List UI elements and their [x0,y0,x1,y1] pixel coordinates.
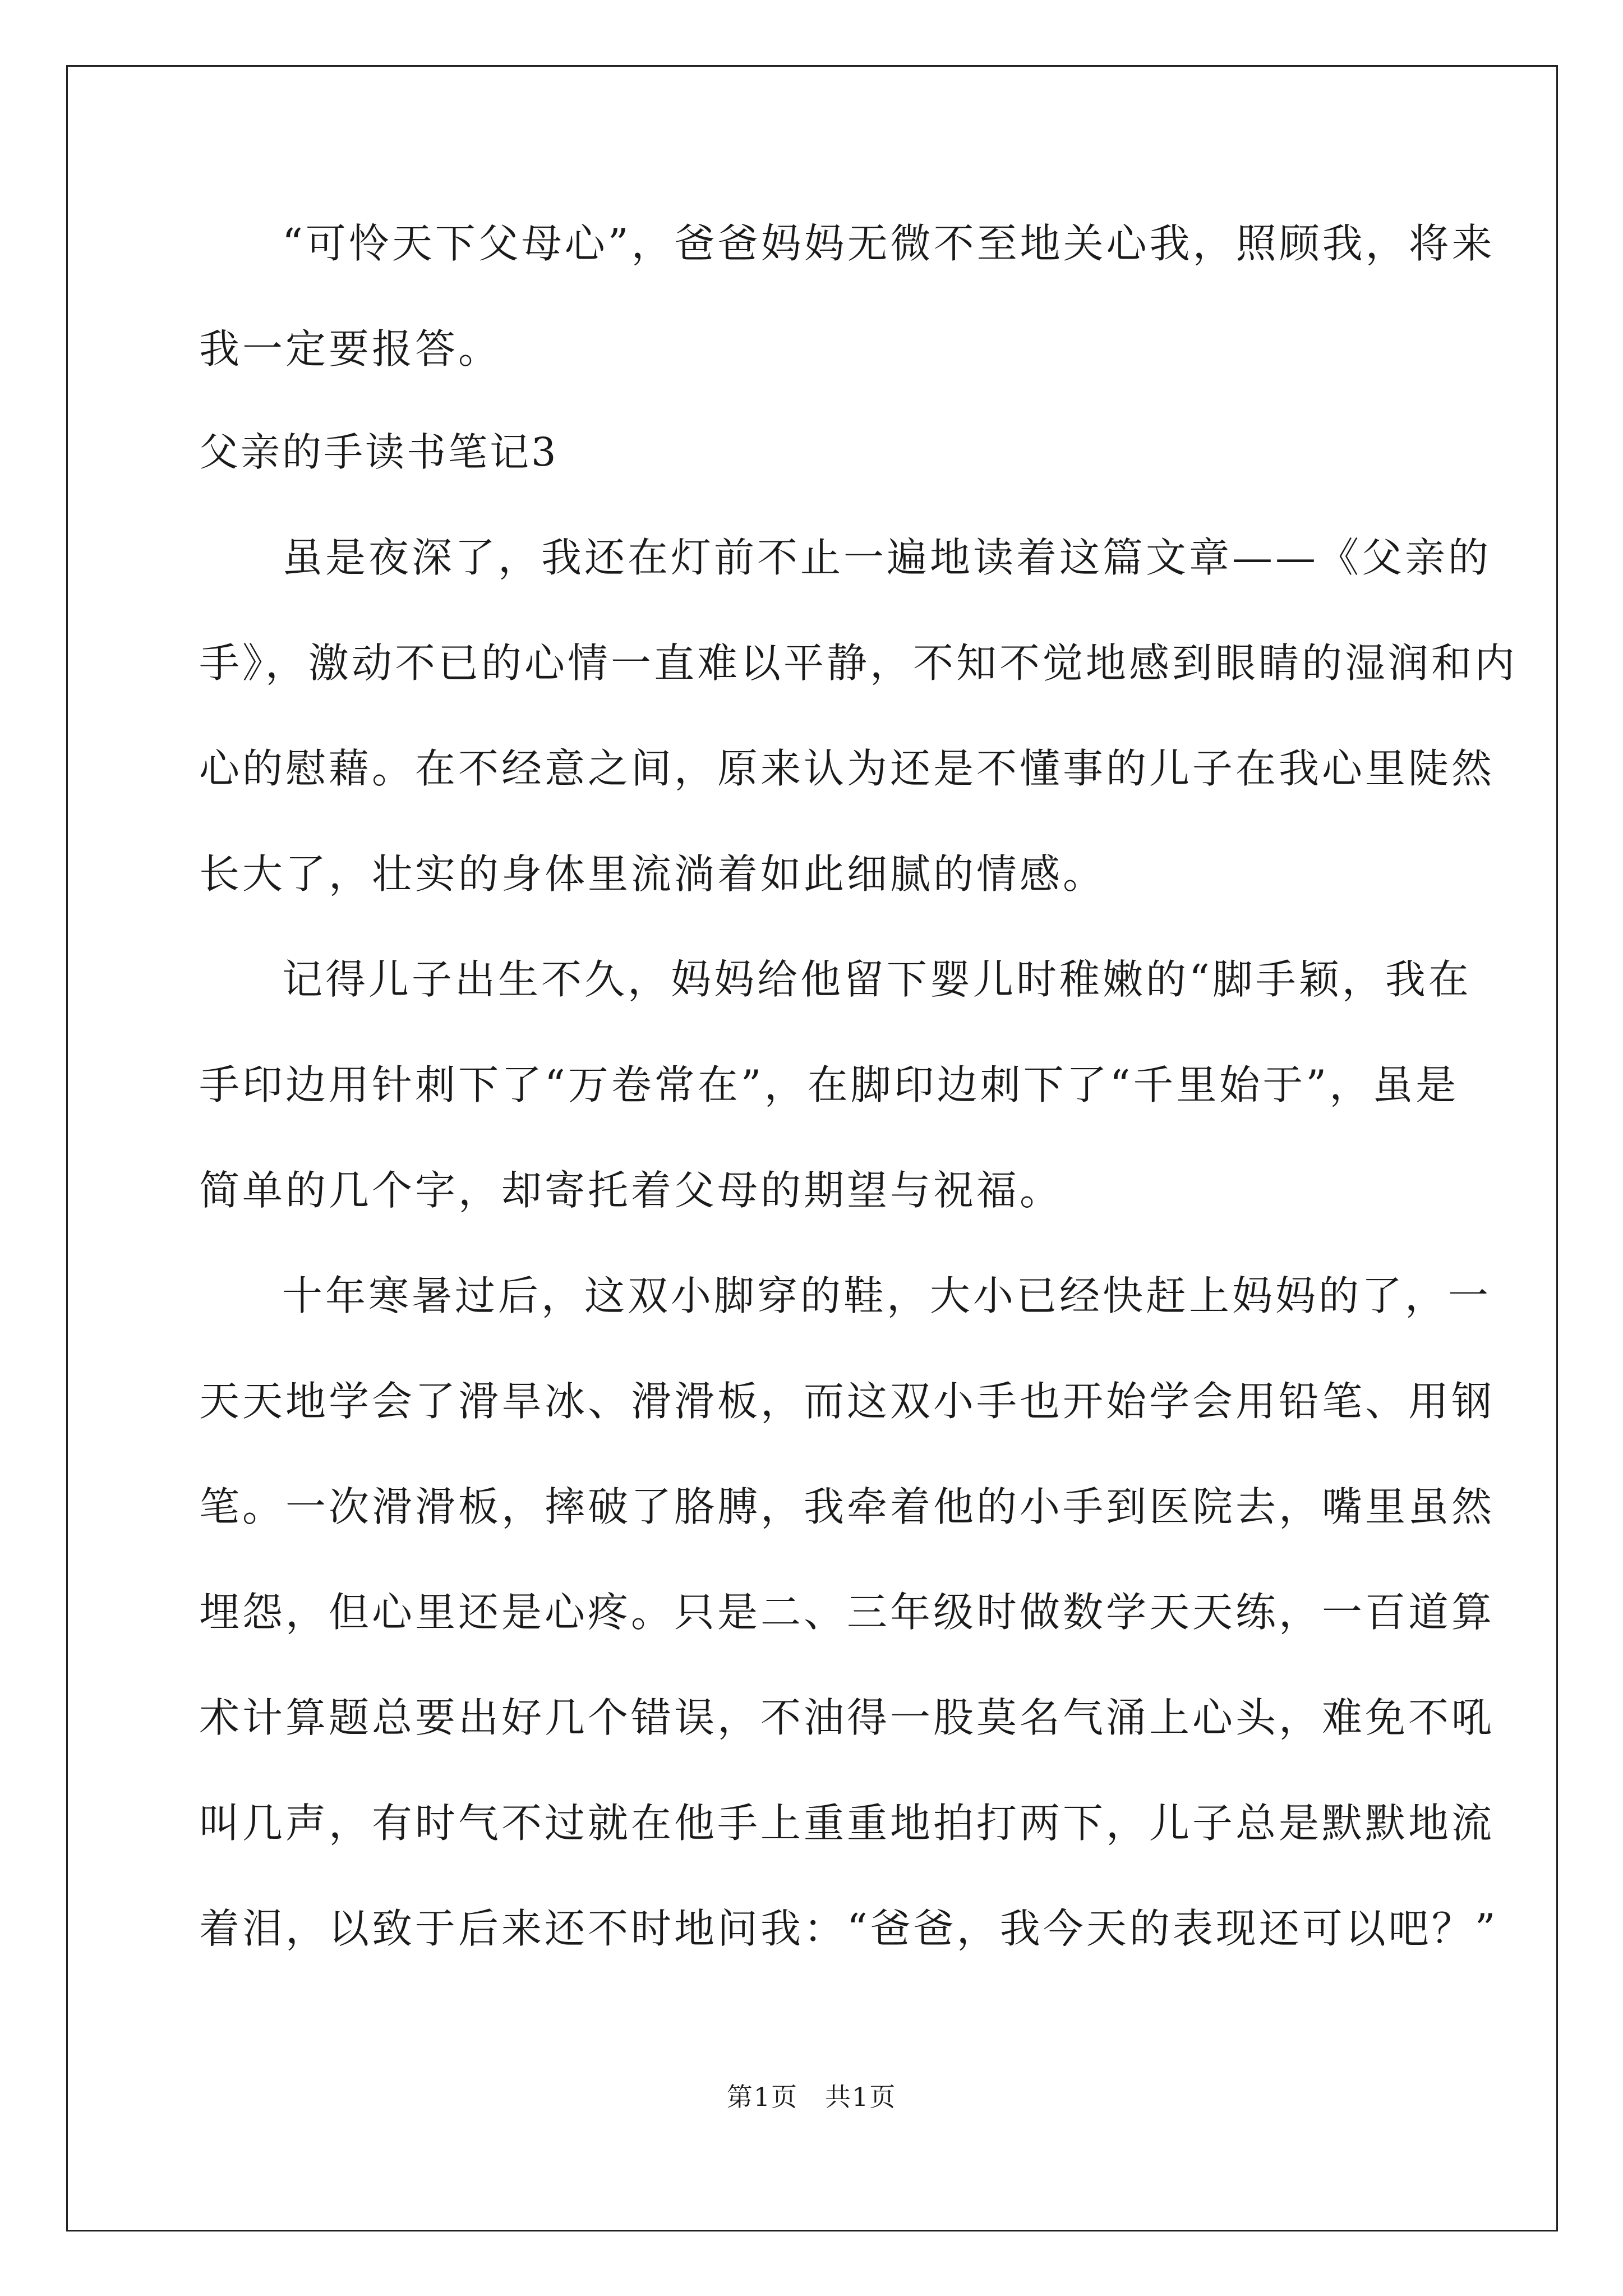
paragraph-4-line-4: 埋怨，但心里还是心疼。只是二、三年级时做数学天天练，一百道算 [199,1589,1495,1636]
paragraph-3-line-2: 手印边用针刺下了“万卷常在”，在脚印边刺下了“千里始于”，虽是 [199,1061,1459,1108]
page-number-footer: 第1页 共1页 [726,2082,897,2112]
paragraph-2-line-3: 心的慰藉。在不经意之间，原来认为还是不懂事的儿子在我心里陡然 [199,745,1495,792]
paragraph-2-line-4: 长大了，壮实的身体里流淌着如此细腻的情感。 [199,850,1106,898]
paragraph-4-line-7: 着泪，以致于后来还不时地问我：“爸爸，我今天的表现还可以吧？” [199,1905,1498,1952]
paragraph-4-line-3: 笔。一次滑滑板，摔破了胳膊，我牵着他的小手到医院去，嘴里虽然 [199,1483,1495,1530]
paragraph-3-line-3: 简单的几个字，却寄托着父母的期望与祝福。 [199,1167,1063,1214]
paragraph-4-line-2: 天天地学会了滑旱冰、滑滑板，而这双小手也开始学会用铅笔、用钢 [199,1378,1495,1425]
paragraph-3-line-1: 记得儿子出生不久，妈妈给他留下婴儿时稚嫩的“脚手颖，我在 [282,956,1472,1003]
paragraph-4-line-6: 叫几声，有时气不过就在他手上重重地拍打两下，儿子总是默默地流 [199,1800,1495,1847]
paragraph-2-line-2: 手》，激动不已的心情一直难以平静，不知不觉地感到眼睛的湿润和内 [199,639,1518,687]
paragraph-4-line-5: 术计算题总要出好几个错误，不油得一股莫名气涌上心头，难免不吼 [199,1694,1495,1741]
paragraph-4-line-1: 十年寒暑过后，这双小脚穿的鞋，大小已经快赶上妈妈的了，一 [282,1272,1492,1319]
section-heading: 父亲的手读书笔记3 [199,429,559,475]
paragraph-1-line-1: “可怜天下父母心”，爸爸妈妈无微不至地关心我，照顾我，将来 [282,220,1495,267]
paragraph-2-line-1: 虽是夜深了，我还在灯前不止一遍地读着这篇文章——《父亲的 [282,534,1492,581]
paragraph-1-line-2: 我一定要报答。 [199,325,502,372]
